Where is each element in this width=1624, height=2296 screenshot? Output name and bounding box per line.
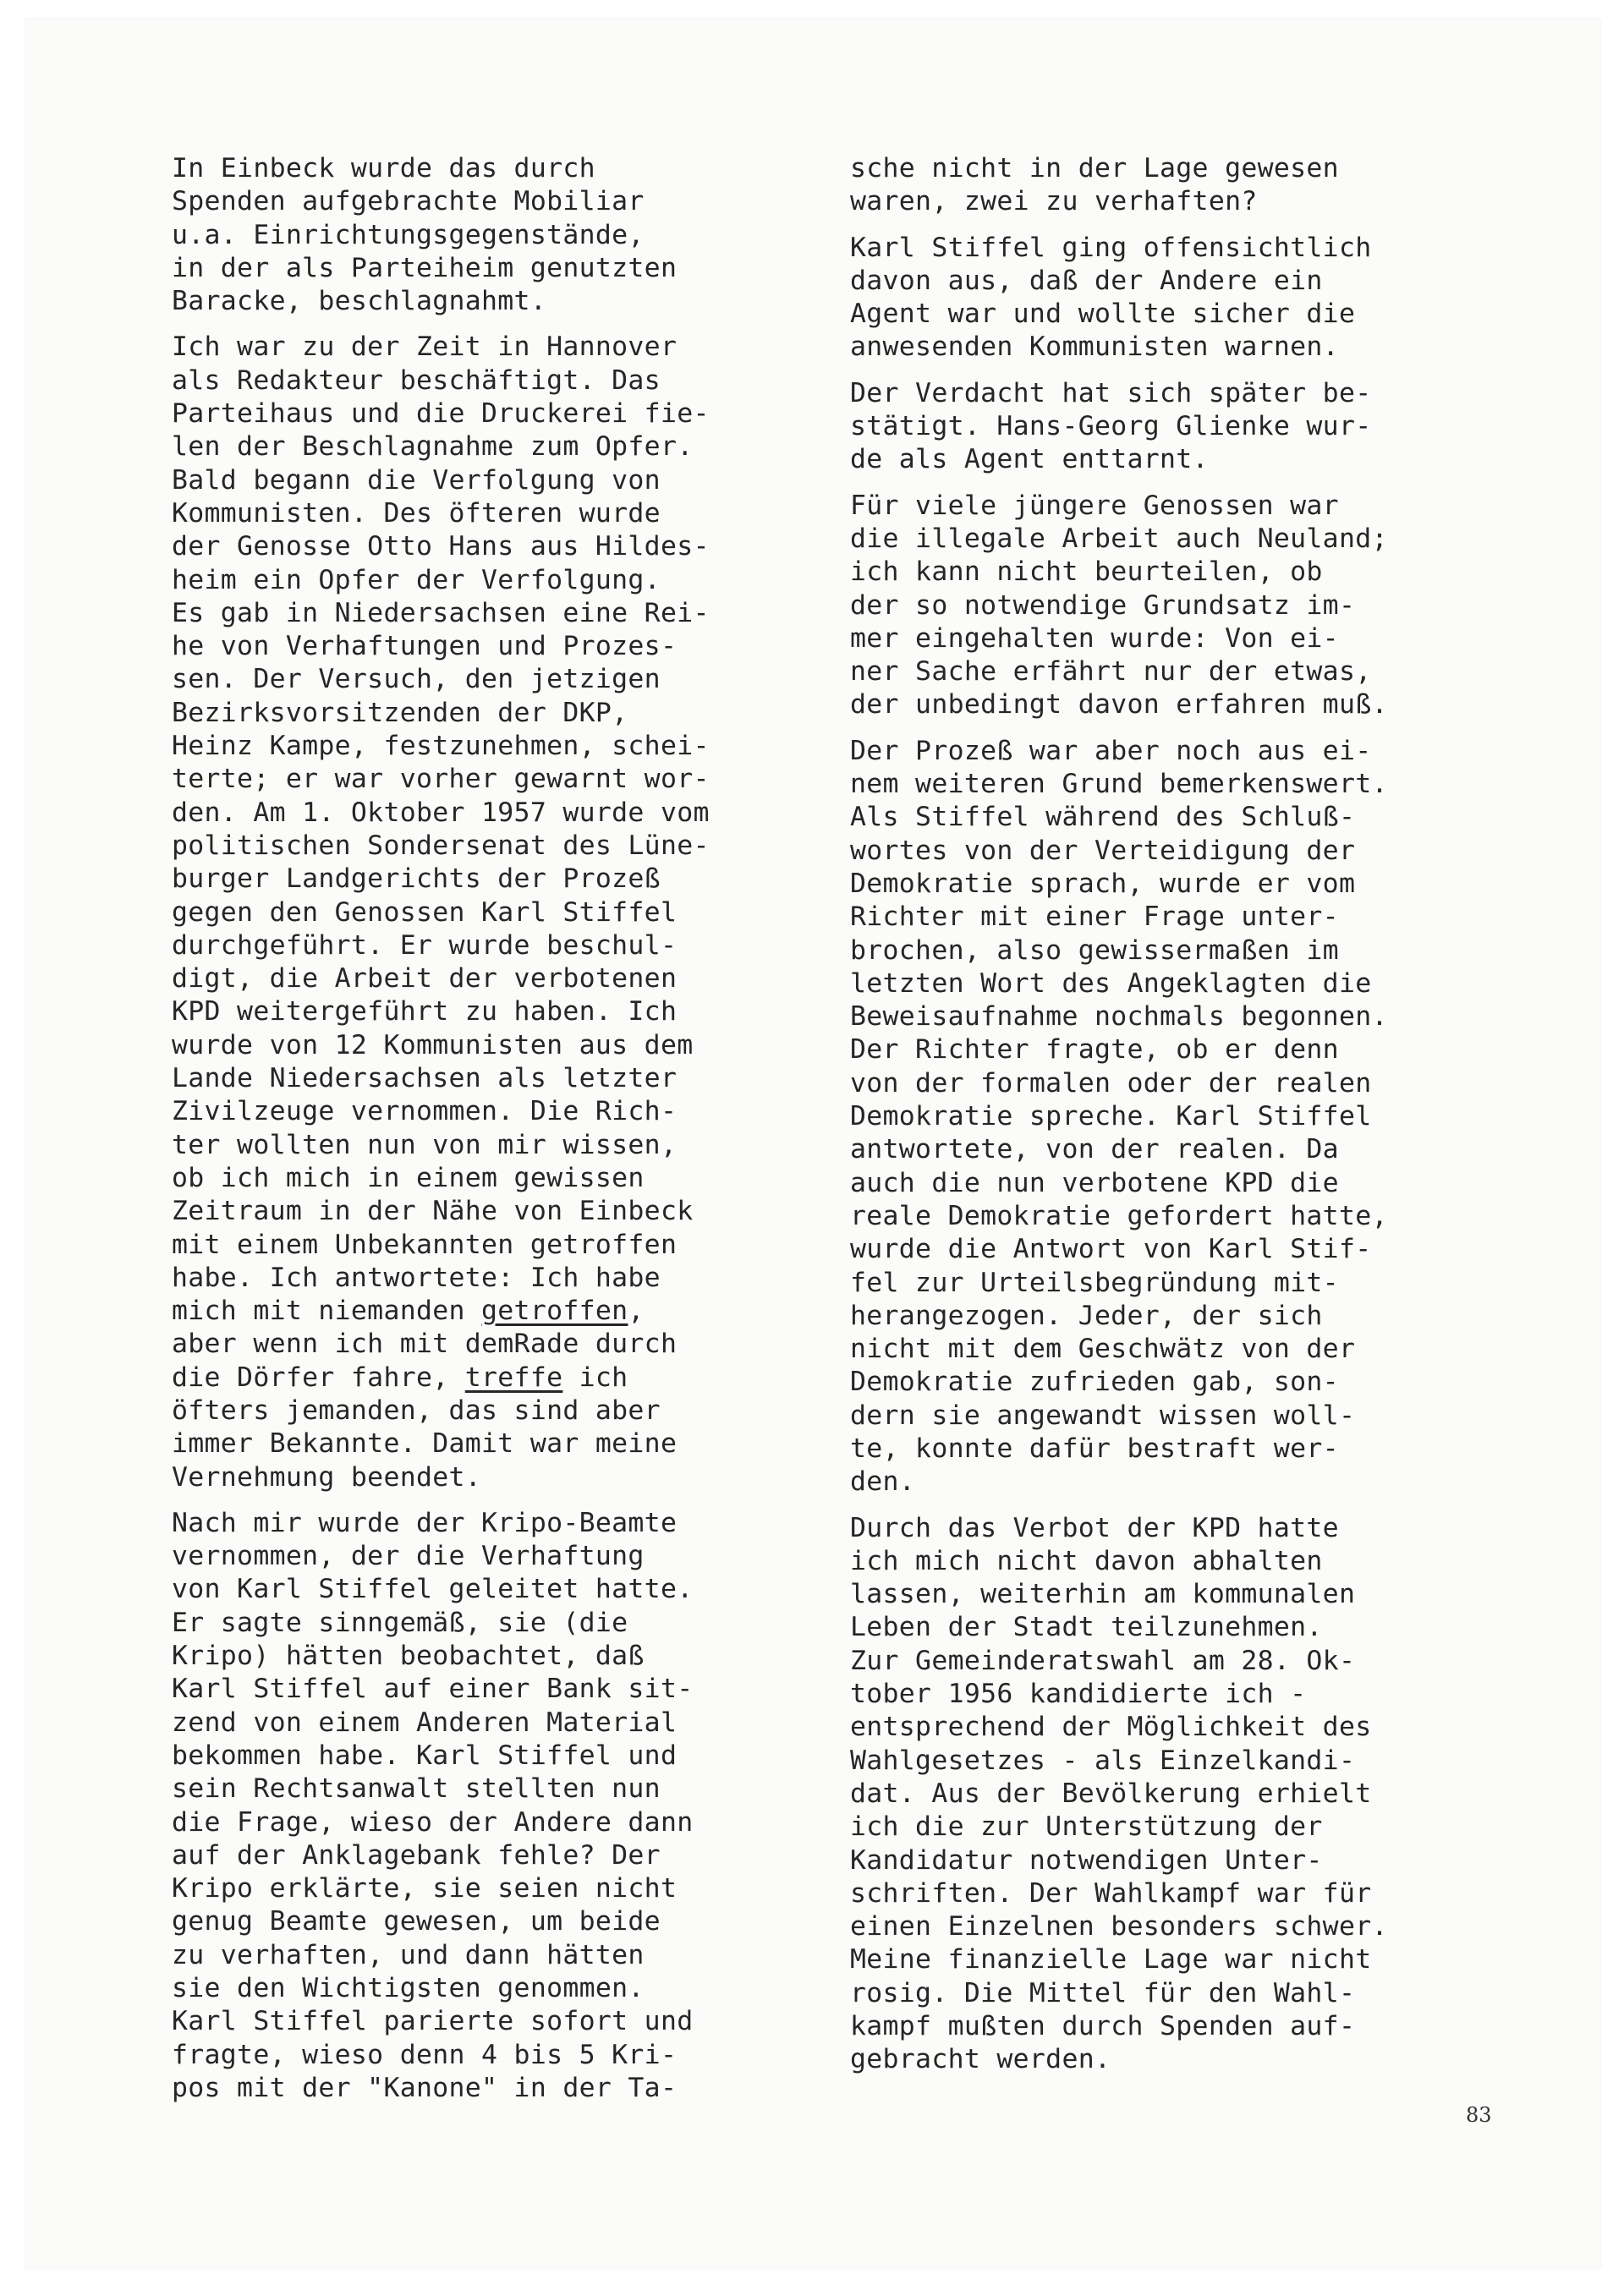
underlined-word: treffe bbox=[464, 1362, 563, 1393]
text-line: dern sie angewandt wissen woll- bbox=[850, 1400, 1356, 1431]
text-line: gegen den Genossen Karl Stiffel bbox=[172, 896, 678, 928]
text-line: zu verhaften, und dann hätten bbox=[172, 1939, 645, 1970]
text-line: mer eingehalten wurde: Von ei- bbox=[850, 622, 1339, 654]
text-line: ich die zur Unterstützung der bbox=[850, 1811, 1323, 1843]
text-line: Der Verdacht hat sich später be- bbox=[850, 377, 1372, 408]
text-line: waren, zwei zu verhaften? bbox=[850, 186, 1258, 217]
text-line: fel zur Urteilsbegründung mit- bbox=[850, 1267, 1339, 1298]
text-line: Meine finanzielle Lage war nicht bbox=[850, 1944, 1372, 1975]
underlined-word: getroffen bbox=[481, 1296, 628, 1327]
paragraph bbox=[172, 331, 815, 1493]
text-line: der unbedingt davon erfahren muß. bbox=[850, 689, 1388, 721]
text-line: Für viele jüngere Genossen war bbox=[850, 490, 1339, 521]
text-line: von der formalen oder der realen bbox=[850, 1067, 1372, 1099]
text-line: Karl Stiffel auf einer Bank sit- bbox=[172, 1674, 694, 1705]
text-line: heim ein Opfer der Verfolgung. bbox=[172, 564, 661, 595]
text-line: sein Rechtsanwalt stellten nun bbox=[172, 1773, 661, 1805]
text-line: Bald begann die Verfolgung von bbox=[172, 464, 661, 496]
text-line: Als Stiffel während des Schluß- bbox=[850, 802, 1356, 833]
text-line: den. Am 1. Oktober 1957 wurde vom bbox=[172, 797, 710, 828]
text-line: Demokratie spreche. Karl Stiffel bbox=[850, 1101, 1372, 1132]
text-line: Baracke, beschlagnahmt. bbox=[172, 286, 547, 317]
text-line: Der Richter fragte, ob er denn bbox=[850, 1034, 1339, 1066]
paragraph bbox=[172, 1507, 815, 2105]
text-line: die illegale Arbeit auch Neuland; bbox=[850, 523, 1388, 554]
text-line: brochen, also gewissermaßen im bbox=[850, 934, 1339, 966]
text-line: sche nicht in der Lage gewesen bbox=[850, 153, 1339, 184]
text-line: zend von einem Anderen Material bbox=[172, 1707, 678, 1738]
text-line: Lande Niedersachsen als letzter bbox=[172, 1063, 678, 1094]
text-line: entsprechend der Möglichkeit des bbox=[850, 1712, 1372, 1743]
text-line: einen Einzelnen besonders schwer. bbox=[850, 1911, 1388, 1943]
text-line: Demokratie zufrieden gab, son- bbox=[850, 1367, 1339, 1398]
text-line: öfters jemanden, das sind aber bbox=[172, 1395, 661, 1426]
text-line: bekommen habe. Karl Stiffel und bbox=[172, 1740, 678, 1771]
text-line: In Einbeck wurde das durch bbox=[172, 153, 595, 184]
text-line: Vernehmung beendet. bbox=[172, 1461, 482, 1493]
text-line: Kripo erklärte, sie seien nicht bbox=[172, 1873, 678, 1904]
text-line: wurde von 12 Kommunisten aus dem bbox=[172, 1029, 694, 1060]
text-line: Kandidatur notwendigen Unter- bbox=[850, 1844, 1323, 1876]
text-line: anwesenden Kommunisten warnen. bbox=[850, 332, 1339, 363]
text-line: schriften. Der Wahlkampf war für bbox=[850, 1877, 1372, 1909]
page-number: 83 bbox=[1466, 2103, 1492, 2127]
text-line: wortes von der Verteidigung der bbox=[850, 835, 1356, 866]
text-line: Beweisaufnahme nochmals begonnen. bbox=[850, 1001, 1388, 1033]
paragraph bbox=[850, 232, 1527, 364]
text-line: antwortete, von der realen. Da bbox=[850, 1134, 1339, 1165]
text-line: ob ich mich in einem gewissen bbox=[172, 1162, 645, 1193]
text-line: ter wollten nun von mir wissen, bbox=[172, 1129, 678, 1160]
text-segment: die Dörfer fahre, bbox=[172, 1362, 465, 1393]
paragraph bbox=[850, 152, 1527, 219]
text-line: he von Verhaftungen und Prozes- bbox=[172, 631, 678, 662]
text-line: genug Beamte gewesen, um beide bbox=[172, 1906, 661, 1937]
text-line: nem weiteren Grund bemerkenswert. bbox=[850, 769, 1388, 800]
text-line: KPD weitergeführt zu haben. Ich bbox=[172, 996, 678, 1027]
text-line: Kripo) hätten beobachtet, daß bbox=[172, 1641, 645, 1672]
text-line: Es gab in Niedersachsen eine Rei- bbox=[172, 597, 710, 628]
text-line: den. bbox=[850, 1466, 916, 1498]
paragraph bbox=[172, 152, 815, 318]
text-line: Heinz Kampe, festzunehmen, schei- bbox=[172, 731, 710, 762]
text-line: sie den Wichtigsten genommen. bbox=[172, 1973, 645, 2004]
paragraph bbox=[850, 735, 1527, 1499]
text-line: kampf mußten durch Spenden auf- bbox=[850, 2011, 1356, 2042]
text-line: als Redakteur beschäftigt. Das bbox=[172, 364, 661, 396]
text-line: Der Prozeß war aber noch aus ei- bbox=[850, 735, 1372, 766]
text-line: dat. Aus der Bevölkerung erhielt bbox=[850, 1778, 1372, 1809]
text-line: Agent war und wollte sicher die bbox=[850, 299, 1356, 330]
text-line: gebracht werden. bbox=[850, 2044, 1111, 2075]
text-line: lassen, weiterhin am kommunalen bbox=[850, 1579, 1356, 1610]
text-line: len der Beschlagnahme zum Opfer. bbox=[172, 431, 694, 463]
text-line: Parteihaus und die Druckerei fie- bbox=[172, 398, 710, 430]
text-line: nicht mit dem Geschwätz von der bbox=[850, 1334, 1356, 1365]
text-line: digt, die Arbeit der verbotenen bbox=[172, 963, 678, 995]
text-line: Richter mit einer Frage unter- bbox=[850, 901, 1339, 933]
text-line: herangezogen. Jeder, der sich bbox=[850, 1300, 1323, 1331]
text-line bbox=[172, 1362, 815, 1395]
text-line: ich mich nicht davon abhalten bbox=[850, 1545, 1323, 1576]
text-line: der so notwendige Grundsatz im- bbox=[850, 589, 1356, 621]
text-line: in der als Parteiheim genutzten bbox=[172, 252, 678, 283]
text-line: wurde die Antwort von Karl Stif- bbox=[850, 1234, 1372, 1265]
text-line: stätigt. Hans-Georg Glienke wur- bbox=[850, 411, 1372, 442]
text-segment: , bbox=[628, 1296, 645, 1327]
text-segment: ich bbox=[562, 1362, 628, 1393]
text-line: Leben der Stadt teilzunehmen. bbox=[850, 1612, 1323, 1643]
text-line: ner Sache erfährt nur der etwas, bbox=[850, 656, 1372, 688]
text-line: mit einem Unbekannten getroffen bbox=[172, 1229, 678, 1260]
text-line: auf der Anklagebank fehle? Der bbox=[172, 1839, 661, 1871]
text-line: letzten Wort des Angeklagten die bbox=[850, 967, 1372, 999]
text-line: u.a. Einrichtungsgegenstände, bbox=[172, 219, 645, 250]
text-segment: mich mit niemanden bbox=[172, 1296, 482, 1327]
text-line: davon aus, daß der Andere ein bbox=[850, 265, 1323, 296]
text-line: immer Bekannte. Damit war meine bbox=[172, 1428, 678, 1460]
document-page bbox=[25, 19, 1600, 2268]
text-line: aber wenn ich mit demRade durch bbox=[172, 1329, 678, 1360]
text-line: Durch das Verbot der KPD hatte bbox=[850, 1512, 1339, 1543]
text-line: politischen Sondersenat des Lüne- bbox=[172, 830, 710, 861]
text-line: auch die nun verbotene KPD die bbox=[850, 1167, 1339, 1198]
text-line: vernommen, der die Verhaftung bbox=[172, 1541, 645, 1572]
text-line: der Genosse Otto Hans aus Hildes- bbox=[172, 531, 710, 562]
text-line: Zivilzeuge vernommen. Die Rich- bbox=[172, 1096, 678, 1127]
text-line: die Frage, wieso der Andere dann bbox=[172, 1806, 694, 1838]
text-line: tober 1956 kandidierte ich - bbox=[850, 1679, 1307, 1710]
text-line: te, konnte dafür bestraft wer- bbox=[850, 1433, 1339, 1464]
text-line bbox=[172, 1295, 815, 1328]
text-line: rosig. Die Mittel für den Wahl- bbox=[850, 1977, 1356, 2008]
text-line: habe. Ich antwortete: Ich habe bbox=[172, 1262, 661, 1293]
text-line: Karl Stiffel parierte sofort und bbox=[172, 2006, 694, 2037]
text-line: Karl Stiffel ging offensichtlich bbox=[850, 232, 1372, 263]
paragraph bbox=[850, 490, 1527, 722]
text-line: terte; er war vorher gewarnt wor- bbox=[172, 764, 710, 795]
text-line: Nach mir wurde der Kripo-Beamte bbox=[172, 1507, 678, 1538]
text-line: durchgeführt. Er wurde beschul- bbox=[172, 929, 678, 961]
text-line: Wahlgesetzes - als Einzelkandi- bbox=[850, 1745, 1356, 1776]
text-line: Zur Gemeinderatswahl am 28. Ok- bbox=[850, 1645, 1356, 1676]
text-line: sen. Der Versuch, den jetzigen bbox=[172, 664, 661, 695]
text-line: Bezirksvorsitzenden der DKP, bbox=[172, 697, 628, 728]
text-line: Kommunisten. Des öfteren wurde bbox=[172, 497, 661, 529]
text-line: Er sagte sinngemäß, sie (die bbox=[172, 1607, 628, 1638]
text-line: de als Agent enttarnt. bbox=[850, 444, 1209, 475]
text-line: pos mit der "Kanone" in der Ta- bbox=[172, 2072, 678, 2103]
text-line: fragte, wieso denn 4 bis 5 Kri- bbox=[172, 2039, 678, 2070]
text-line: Ich war zu der Zeit in Hannover bbox=[172, 332, 678, 363]
left-column bbox=[172, 152, 815, 2118]
text-line: von Karl Stiffel geleitet hatte. bbox=[172, 1574, 694, 1605]
text-line: Demokratie sprach, wurde er vom bbox=[850, 868, 1356, 899]
text-line: burger Landgerichts der Prozeß bbox=[172, 863, 661, 895]
text-line: ich kann nicht beurteilen, ob bbox=[850, 556, 1323, 588]
text-line: Spenden aufgebrachte Mobiliar bbox=[172, 186, 645, 217]
paragraph bbox=[850, 1512, 1527, 2077]
text-line: reale Demokratie gefordert hatte, bbox=[850, 1200, 1388, 1231]
paragraph bbox=[850, 377, 1527, 477]
right-column bbox=[850, 152, 1527, 2090]
text-line: Zeitraum in der Nähe von Einbeck bbox=[172, 1196, 694, 1227]
